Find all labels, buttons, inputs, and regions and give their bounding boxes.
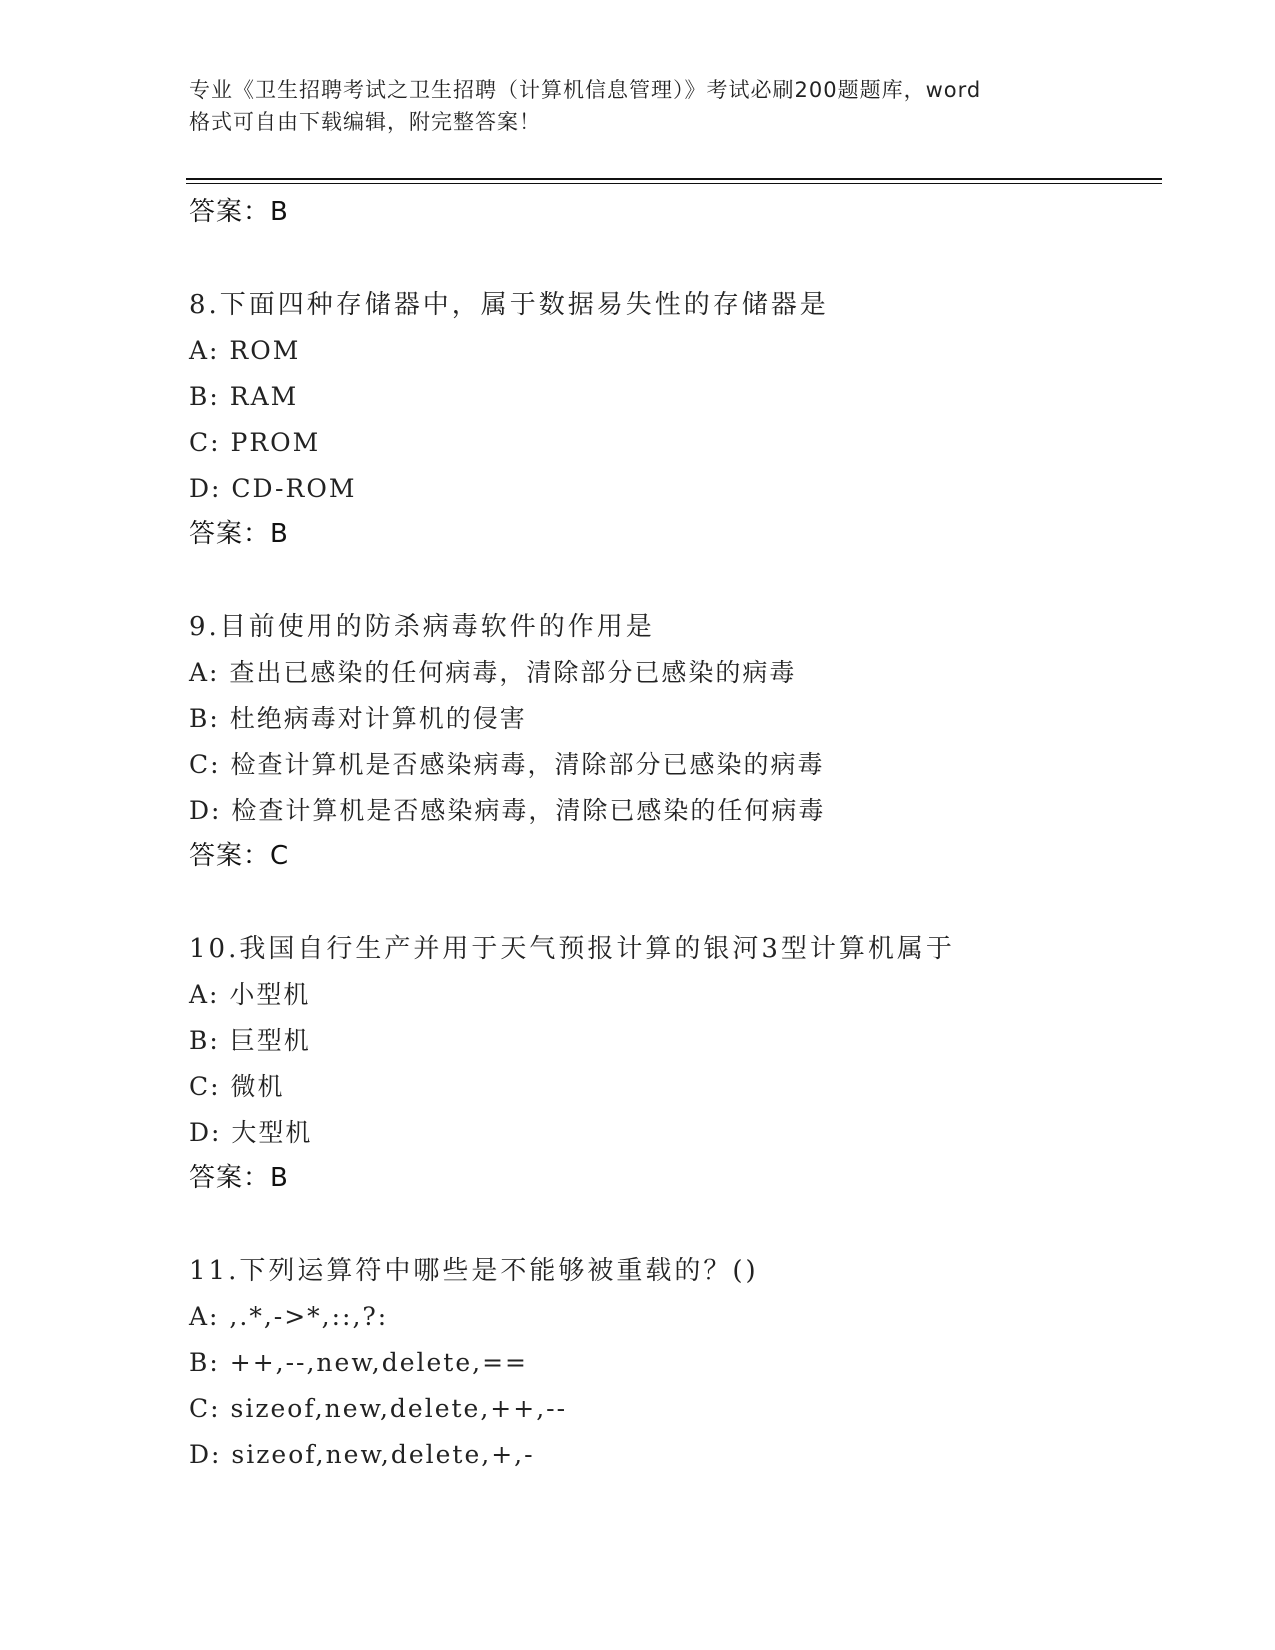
block-spacer: [189, 234, 1149, 282]
question-block: [189, 604, 1149, 878]
option-d: D: sizeof,new,delete,+,-: [189, 1440, 535, 1469]
question-list: [189, 190, 1149, 1478]
header-line-2: 格式可自由下载编辑，附完整答案！: [189, 110, 541, 134]
answer-line: 答案：B: [189, 519, 289, 549]
answer-line: 答案：B: [189, 1163, 289, 1193]
header-divider-thin: [186, 183, 1162, 184]
option-a: A: 查出已感染的任何病毒，清除部分已感染的病毒: [189, 658, 797, 687]
block-spacer: [189, 1200, 1149, 1248]
block-spacer: [189, 878, 1149, 926]
header-line-1: 专业《卫生招聘考试之卫生招聘（计算机信息管理）》考试必刷200题题库，word: [189, 78, 982, 102]
answer-line: 答案：B: [189, 197, 289, 227]
question-text: 11.下列运算符中哪些是不能够被重载的？(): [189, 1256, 759, 1286]
answer-line: 答案：C: [189, 841, 290, 871]
option-c: C: sizeof,new,delete,++,--: [189, 1394, 568, 1423]
option-c: C: PROM: [189, 428, 321, 457]
option-b: B: RAM: [189, 382, 299, 411]
question-text: 9.目前使用的防杀病毒软件的作用是: [189, 612, 655, 642]
option-d: D: 检查计算机是否感染病毒，清除已感染的任何病毒: [189, 796, 826, 825]
question-block: [189, 1248, 1149, 1478]
question-block: [189, 926, 1149, 1200]
option-d: D: CD-ROM: [189, 474, 357, 503]
header-divider-thick: [186, 178, 1162, 180]
option-a: A: ,.*,->*,::,?:: [189, 1302, 389, 1331]
option-b: B: 杜绝病毒对计算机的侵害: [189, 704, 527, 733]
document-header: [189, 74, 1089, 138]
block-spacer: [189, 556, 1149, 604]
question-text: 8.下面四种存储器中，属于数据易失性的存储器是: [189, 290, 829, 320]
option-a: A: 小型机: [189, 980, 311, 1009]
question-block: [189, 282, 1149, 556]
question-text: 10.我国自行生产并用于天气预报计算的银河3型计算机属于: [189, 934, 955, 964]
option-c: C: 检查计算机是否感染病毒，清除部分已感染的病毒: [189, 750, 825, 779]
option-d: D: 大型机: [189, 1118, 313, 1147]
option-a: A: ROM: [189, 336, 301, 365]
option-c: C: 微机: [189, 1072, 285, 1101]
option-b: B: 巨型机: [189, 1026, 311, 1055]
option-b: B: ++,--,new,delete,==: [189, 1348, 528, 1377]
